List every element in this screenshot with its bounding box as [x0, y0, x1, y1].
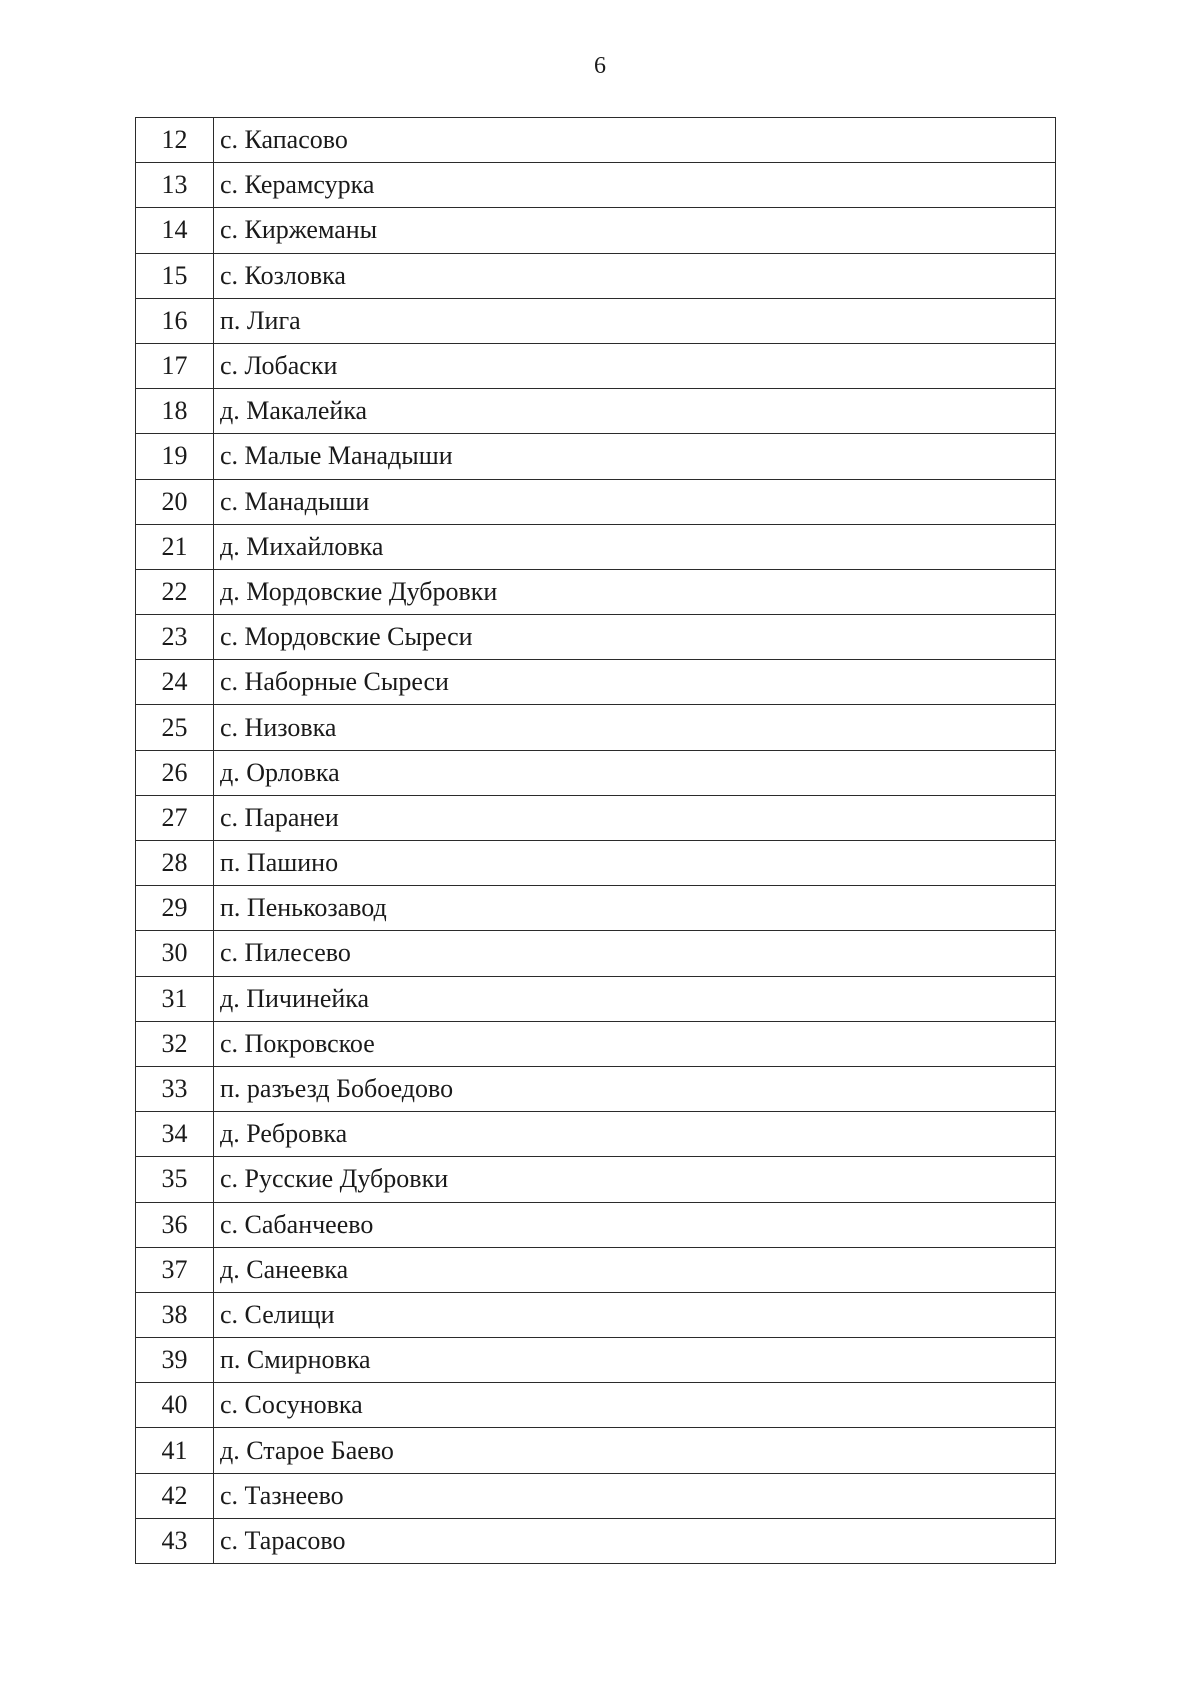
- settlement-name-cell: с. Козловка: [214, 253, 1056, 298]
- settlement-name-cell: с. Русские Дубровки: [214, 1157, 1056, 1202]
- table-row: [136, 118, 1056, 163]
- table-row: [136, 298, 1056, 343]
- table-row: [136, 750, 1056, 795]
- table-row: [136, 253, 1056, 298]
- row-number-cell: 42: [136, 1473, 214, 1518]
- settlement-name-cell: п. Смирновка: [214, 1338, 1056, 1383]
- table-row: [136, 569, 1056, 614]
- settlement-name-cell: п. Пенькозавод: [214, 886, 1056, 931]
- row-number-cell: 32: [136, 1021, 214, 1066]
- settlement-name-cell: с. Тазнеево: [214, 1473, 1056, 1518]
- table-row: [136, 1157, 1056, 1202]
- settlement-name-cell: с. Покровское: [214, 1021, 1056, 1066]
- settlement-name-cell: с. Сабанчеево: [214, 1202, 1056, 1247]
- settlement-name-cell: с. Капасово: [214, 118, 1056, 163]
- table-row: [136, 208, 1056, 253]
- settlements-table-container: [135, 117, 1056, 1564]
- table-row: [136, 163, 1056, 208]
- page-number: 6: [594, 53, 606, 79]
- settlement-name-cell: с. Сосуновка: [214, 1383, 1056, 1428]
- settlement-name-cell: с. Киржеманы: [214, 208, 1056, 253]
- table-row: [136, 1066, 1056, 1111]
- settlements-table: [135, 117, 1056, 1564]
- row-number-cell: 30: [136, 931, 214, 976]
- table-row: [136, 1338, 1056, 1383]
- row-number-cell: 29: [136, 886, 214, 931]
- row-number-cell: 22: [136, 569, 214, 614]
- row-number-cell: 35: [136, 1157, 214, 1202]
- table-row: [136, 886, 1056, 931]
- row-number-cell: 31: [136, 976, 214, 1021]
- row-number-cell: 24: [136, 660, 214, 705]
- row-number-cell: 43: [136, 1518, 214, 1563]
- table-row: [136, 931, 1056, 976]
- settlement-name-cell: с. Низовка: [214, 705, 1056, 750]
- row-number-cell: 33: [136, 1066, 214, 1111]
- table-row: [136, 1247, 1056, 1292]
- row-number-cell: 15: [136, 253, 214, 298]
- table-row: [136, 389, 1056, 434]
- row-number-cell: 41: [136, 1428, 214, 1473]
- settlement-name-cell: д. Мордовские Дубровки: [214, 569, 1056, 614]
- settlement-name-cell: с. Паранеи: [214, 795, 1056, 840]
- table-row: [136, 1428, 1056, 1473]
- settlement-name-cell: с. Пилесево: [214, 931, 1056, 976]
- table-row: [136, 615, 1056, 660]
- settlement-name-cell: д. Макалейка: [214, 389, 1056, 434]
- row-number-cell: 23: [136, 615, 214, 660]
- table-row: [136, 841, 1056, 886]
- table-row: [136, 1202, 1056, 1247]
- settlement-name-cell: с. Тарасово: [214, 1518, 1056, 1563]
- row-number-cell: 34: [136, 1112, 214, 1157]
- settlement-name-cell: с. Манадыши: [214, 479, 1056, 524]
- table-row: [136, 976, 1056, 1021]
- row-number-cell: 20: [136, 479, 214, 524]
- table-row: [136, 1021, 1056, 1066]
- row-number-cell: 14: [136, 208, 214, 253]
- row-number-cell: 13: [136, 163, 214, 208]
- table-row: [136, 660, 1056, 705]
- settlement-name-cell: п. Пашино: [214, 841, 1056, 886]
- row-number-cell: 12: [136, 118, 214, 163]
- table-row: [136, 524, 1056, 569]
- table-row: [136, 343, 1056, 388]
- table-row: [136, 1383, 1056, 1428]
- table-row: [136, 479, 1056, 524]
- row-number-cell: 28: [136, 841, 214, 886]
- settlement-name-cell: д. Старое Баево: [214, 1428, 1056, 1473]
- row-number-cell: 27: [136, 795, 214, 840]
- settlement-name-cell: с. Керамсурка: [214, 163, 1056, 208]
- settlement-name-cell: д. Санеевка: [214, 1247, 1056, 1292]
- table-row: [136, 1518, 1056, 1563]
- table-row: [136, 1292, 1056, 1337]
- table-row: [136, 434, 1056, 479]
- row-number-cell: 39: [136, 1338, 214, 1383]
- settlement-name-cell: д. Ребровка: [214, 1112, 1056, 1157]
- table-row: [136, 1473, 1056, 1518]
- settlement-name-cell: с. Мордовские Сыреси: [214, 615, 1056, 660]
- row-number-cell: 25: [136, 705, 214, 750]
- settlement-name-cell: д. Орловка: [214, 750, 1056, 795]
- table-row: [136, 795, 1056, 840]
- row-number-cell: 18: [136, 389, 214, 434]
- settlement-name-cell: с. Малые Манадыши: [214, 434, 1056, 479]
- settlement-name-cell: п. разъезд Бобоедово: [214, 1066, 1056, 1111]
- settlement-name-cell: д. Михайловка: [214, 524, 1056, 569]
- row-number-cell: 16: [136, 298, 214, 343]
- settlement-name-cell: с. Наборные Сыреси: [214, 660, 1056, 705]
- row-number-cell: 26: [136, 750, 214, 795]
- row-number-cell: 40: [136, 1383, 214, 1428]
- row-number-cell: 38: [136, 1292, 214, 1337]
- row-number-cell: 36: [136, 1202, 214, 1247]
- table-row: [136, 705, 1056, 750]
- settlement-name-cell: п. Лига: [214, 298, 1056, 343]
- settlement-name-cell: с. Лобаски: [214, 343, 1056, 388]
- row-number-cell: 17: [136, 343, 214, 388]
- settlement-name-cell: д. Пичинейка: [214, 976, 1056, 1021]
- table-body: [136, 118, 1056, 1564]
- row-number-cell: 37: [136, 1247, 214, 1292]
- table-row: [136, 1112, 1056, 1157]
- row-number-cell: 21: [136, 524, 214, 569]
- settlement-name-cell: с. Селищи: [214, 1292, 1056, 1337]
- row-number-cell: 19: [136, 434, 214, 479]
